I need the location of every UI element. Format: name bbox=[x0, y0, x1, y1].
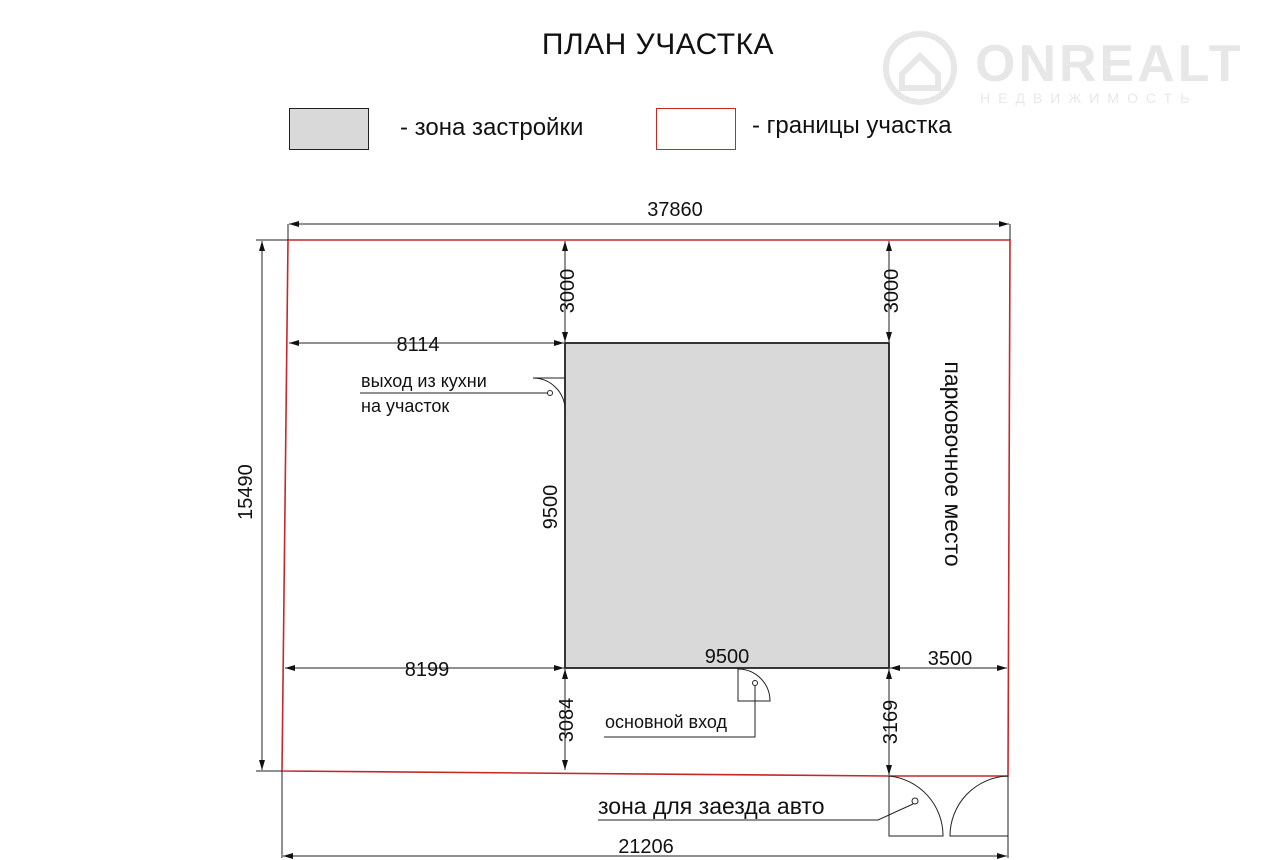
legend-label-building-zone: - зона застройки bbox=[400, 114, 584, 141]
label-kitchen-exit-line1: выход из кухни bbox=[361, 371, 487, 391]
label-kitchen-exit-line2: на участок bbox=[361, 396, 450, 416]
dim-bottom-width: 21206 bbox=[618, 836, 674, 858]
dim-left-setback-lower: 8199 bbox=[404, 659, 450, 681]
building-zone bbox=[565, 343, 889, 668]
watermark-name: ONREALT bbox=[975, 35, 1244, 93]
dim-top-setback-left: 3000 bbox=[557, 268, 579, 314]
label-parking: парковочное место bbox=[940, 361, 966, 567]
dim-left-setback-upper: 8114 bbox=[396, 334, 440, 356]
dim-top-width: 37860 bbox=[647, 199, 703, 221]
legend-label-boundary: - границы участка bbox=[752, 112, 952, 139]
dim-left-height: 15490 bbox=[235, 464, 257, 520]
dim-bottom-setback-right: 3169 bbox=[880, 699, 902, 745]
dim-top-setback-right: 3000 bbox=[881, 268, 903, 314]
watermark-subtitle: НЕДВИЖИМОСТЬ bbox=[980, 90, 1198, 106]
label-car-entry: зона для заезда авто bbox=[598, 793, 825, 819]
label-main-entrance: основной вход bbox=[605, 712, 728, 732]
plan-title: ПЛАН УЧАСТКА bbox=[541, 28, 775, 61]
dim-building-height: 9500 bbox=[540, 484, 562, 530]
dim-building-width: 9500 bbox=[704, 646, 750, 668]
dim-bottom-setback-left: 3084 bbox=[556, 697, 578, 743]
dim-right-setback: 3500 bbox=[927, 648, 973, 670]
